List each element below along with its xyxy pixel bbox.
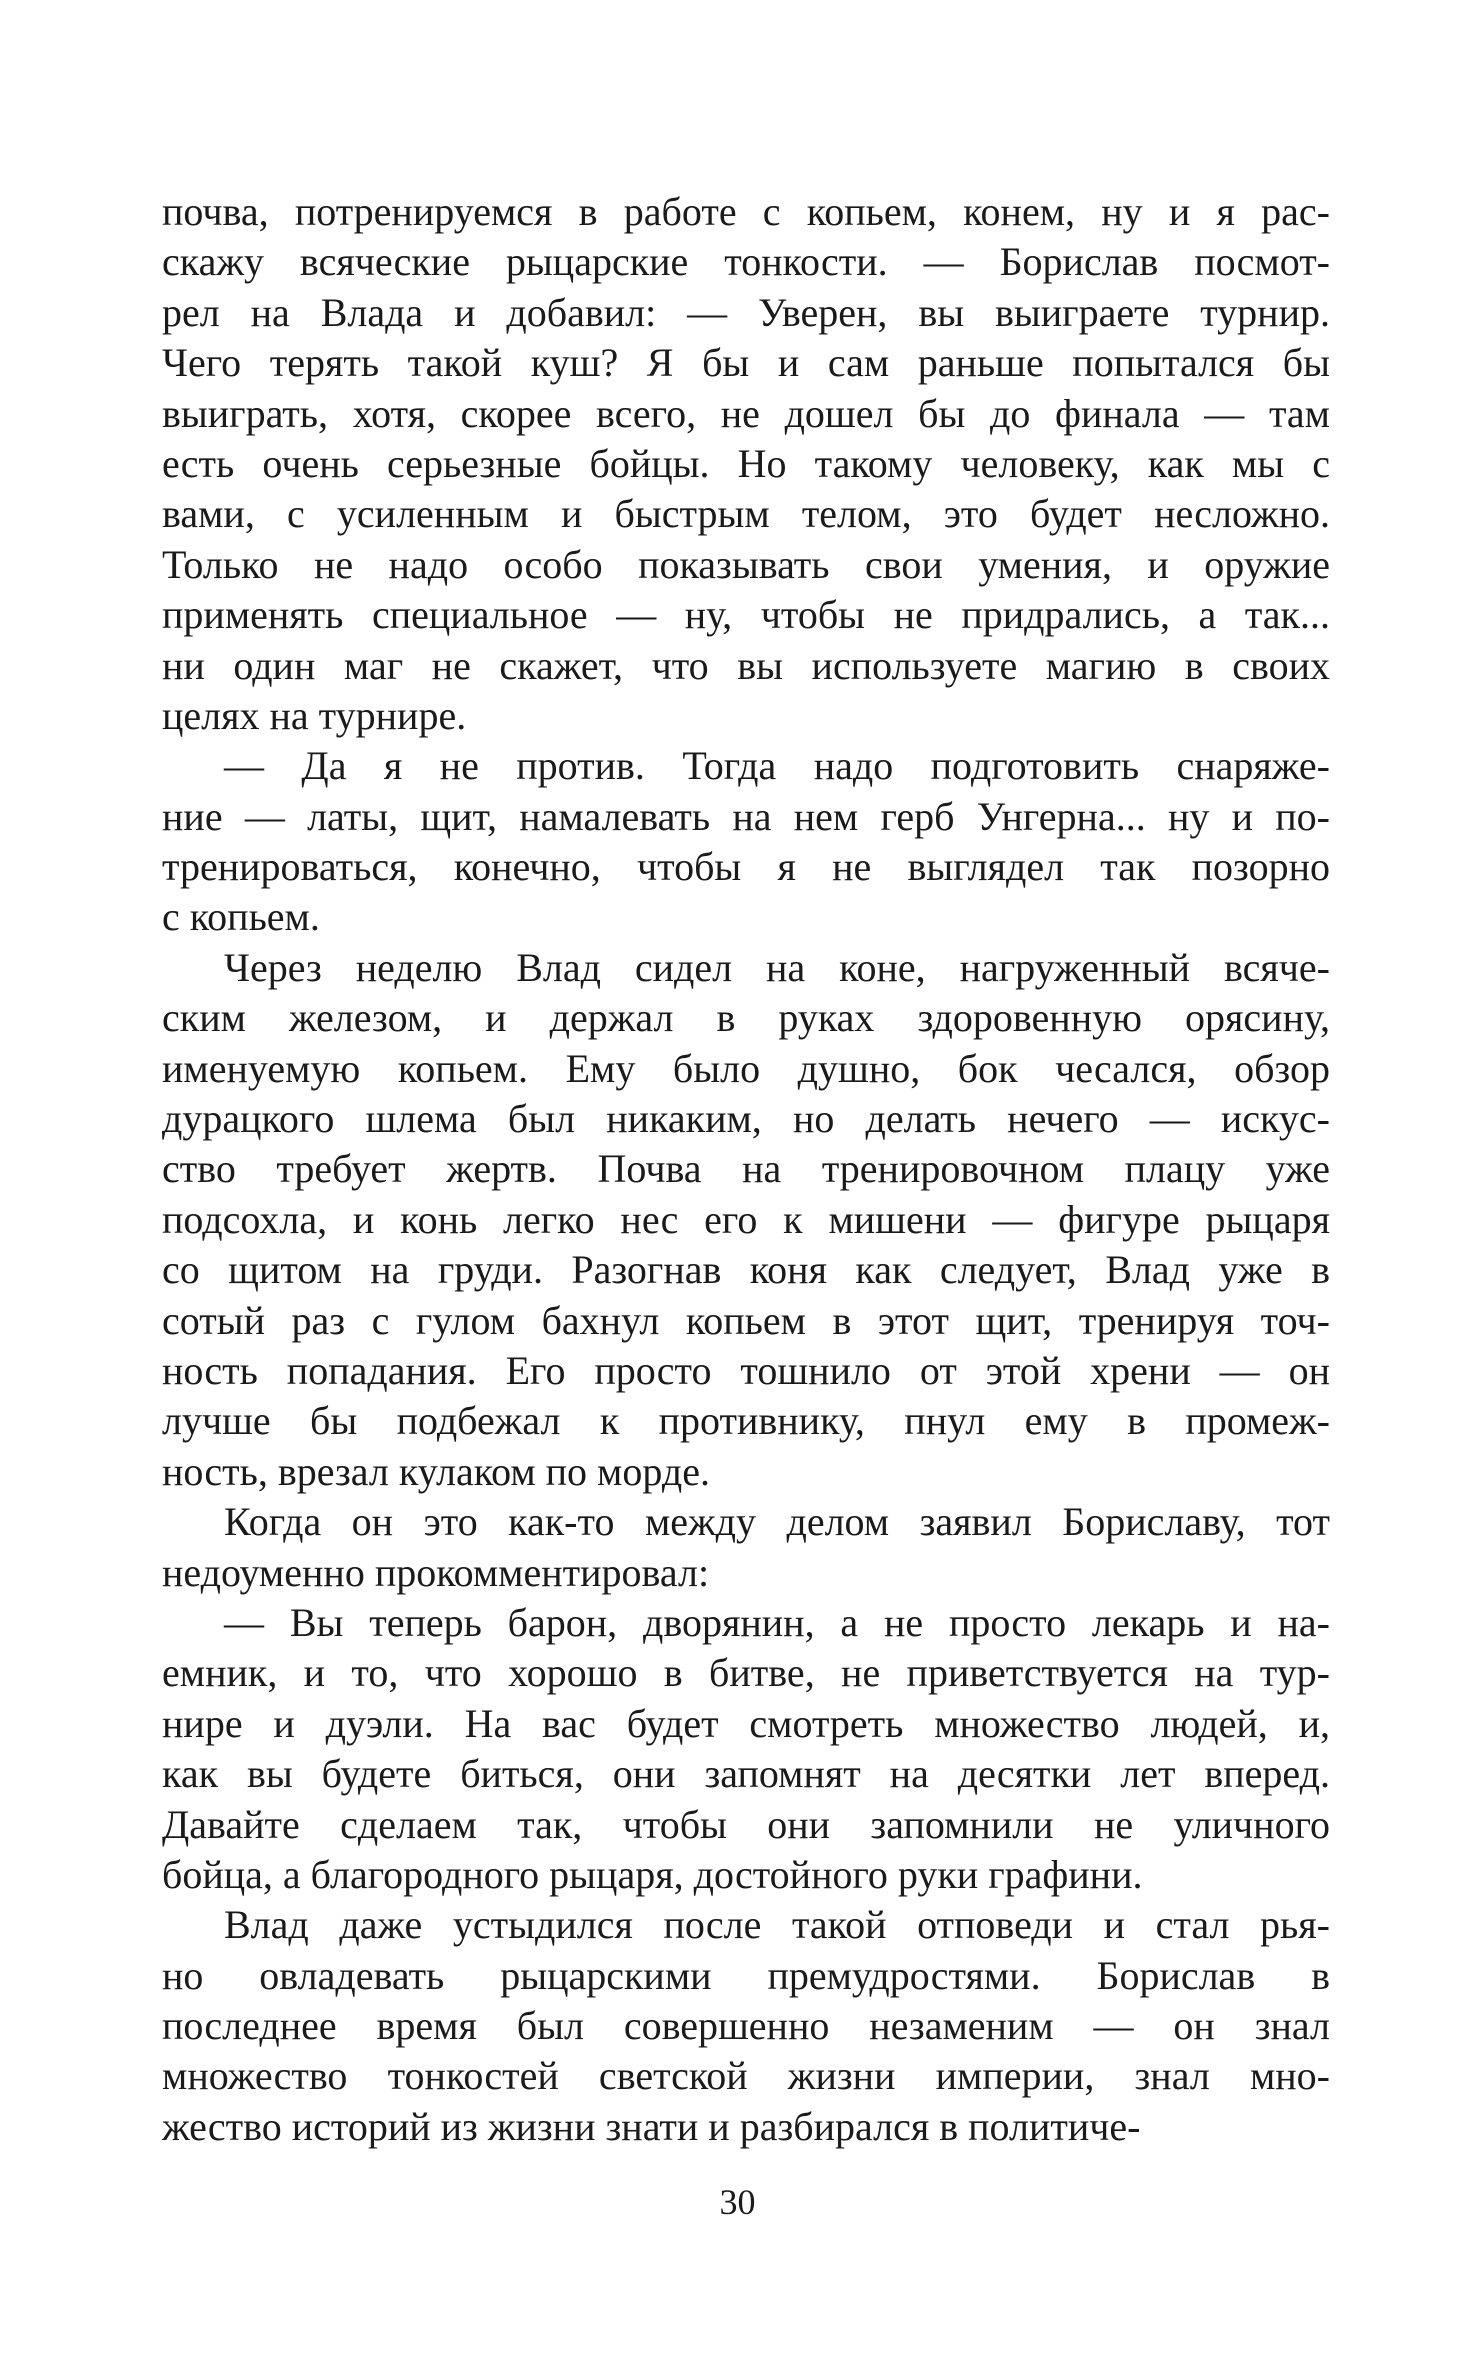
text-line: множество тонкостей светской жизни империи, знал мно- (162, 2053, 1330, 2099)
text-line: почва, потренируемся в работе с копьем, конем, ну и я рас- (162, 189, 1330, 234)
text-line: Чего терять такой куш? Я бы и сам раньше попытался бы (162, 340, 1330, 386)
text-line: Через неделю Влад сидел на коне, нагруженный всяче- (224, 944, 1330, 990)
text-line: тренироваться, конечно, чтобы я не выглядел так позорно (162, 844, 1330, 890)
text-line: — Да я не против. Тогда надо подготовить снаряже- (224, 743, 1330, 789)
text-line: есть очень серьезные бойцы. Но такому человеку, как мы с (162, 440, 1330, 486)
paragraph (162, 741, 1330, 943)
paragraph (162, 943, 1330, 1497)
text-line: как вы будете биться, они запомнят на десятки лет вперед. (162, 1751, 1330, 1797)
text-line: выиграть, хотя, скорее всего, не дошел бы до финала — там (162, 390, 1330, 436)
text-line: применять специальное — ну, чтобы не придрались, а так... (162, 592, 1330, 638)
text-line: ние — латы, щит, намалевать на нем герб Унгерна... ну и по- (162, 793, 1330, 839)
paragraph (162, 187, 1330, 741)
text-line: но овладевать рыцарскими премудростями. Борислав в (162, 1952, 1330, 1998)
text-line: ство требует жертв. Почва на тренировочном плацу уже (162, 1146, 1330, 1192)
text-line: скажу всяческие рыцарские тонкости. — Борислав посмот- (162, 239, 1330, 285)
text-line: сотый раз с гулом бахнул копьем в этот щит, тренируя точ- (162, 1297, 1330, 1343)
text-line: Только не надо особо показывать свои умения, и оружие (162, 541, 1330, 587)
text-line: ским железом, и держал в руках здоровенную орясину, (162, 995, 1330, 1041)
text-line: Когда он это как-то между делом заявил Бориславу, тот (224, 1499, 1330, 1545)
text-line: недоуменно прокомментировал: (162, 1549, 710, 1595)
text-line: именуемую копьем. Ему было душно, бок чесался, обзор (162, 1045, 1330, 1091)
text-line: вами, с усиленным и быстрым телом, это будет несложно. (162, 491, 1330, 537)
text-line: с копьем. (162, 894, 320, 940)
text-line: ность попадания. Его просто тошнило от этой хрени — он (162, 1347, 1330, 1393)
text-line: бойца, а благородного рыцаря, достойного руки графини. (162, 1851, 1143, 1897)
page-number: 30 (719, 2182, 756, 2222)
text-line: последнее время был совершенно незаменим — он знал (162, 2003, 1330, 2049)
text-line: подсохла, и конь легко нес его к мишени — фигуре рыцаря (162, 1196, 1330, 1242)
text-line: дурацкого шлема был никаким, но делать нечего — искус- (162, 1096, 1330, 1142)
text-line: рел на Влада и добавил: — Уверен, вы выиграете турнир. (162, 289, 1330, 335)
paragraph (162, 1900, 1330, 2152)
body-text (162, 187, 1330, 2152)
text-line: нире и дуэли. На вас будет смотреть множество людей, и, (162, 1700, 1330, 1746)
text-line: — Вы теперь барон, дворянин, а не просто лекарь и на- (224, 1599, 1330, 1645)
text-line: емник, и то, что хорошо в битве, не приветствуется на тур- (162, 1650, 1330, 1696)
text-line: Влад даже устыдился после такой отповеди и стал рья- (224, 1902, 1330, 1948)
text-line: жество историй из жизни знати и разбирался в политиче- (162, 2103, 1141, 2149)
text-line: со щитом на груди. Разогнав коня как следует, Влад уже в (162, 1247, 1330, 1293)
paragraph (162, 1598, 1330, 1900)
text-line: Давайте сделаем так, чтобы они запомнили не уличного (162, 1801, 1330, 1847)
text-line: лучше бы подбежал к противнику, пнул ему в промеж- (162, 1398, 1330, 1444)
paragraph (162, 1497, 1330, 1598)
text-line: ность, врезал кулаком по морде. (162, 1448, 710, 1494)
text-line: целях на турнире. (162, 692, 467, 738)
text-line: ни один маг не скажет, что вы используете магию в своих (162, 642, 1330, 688)
